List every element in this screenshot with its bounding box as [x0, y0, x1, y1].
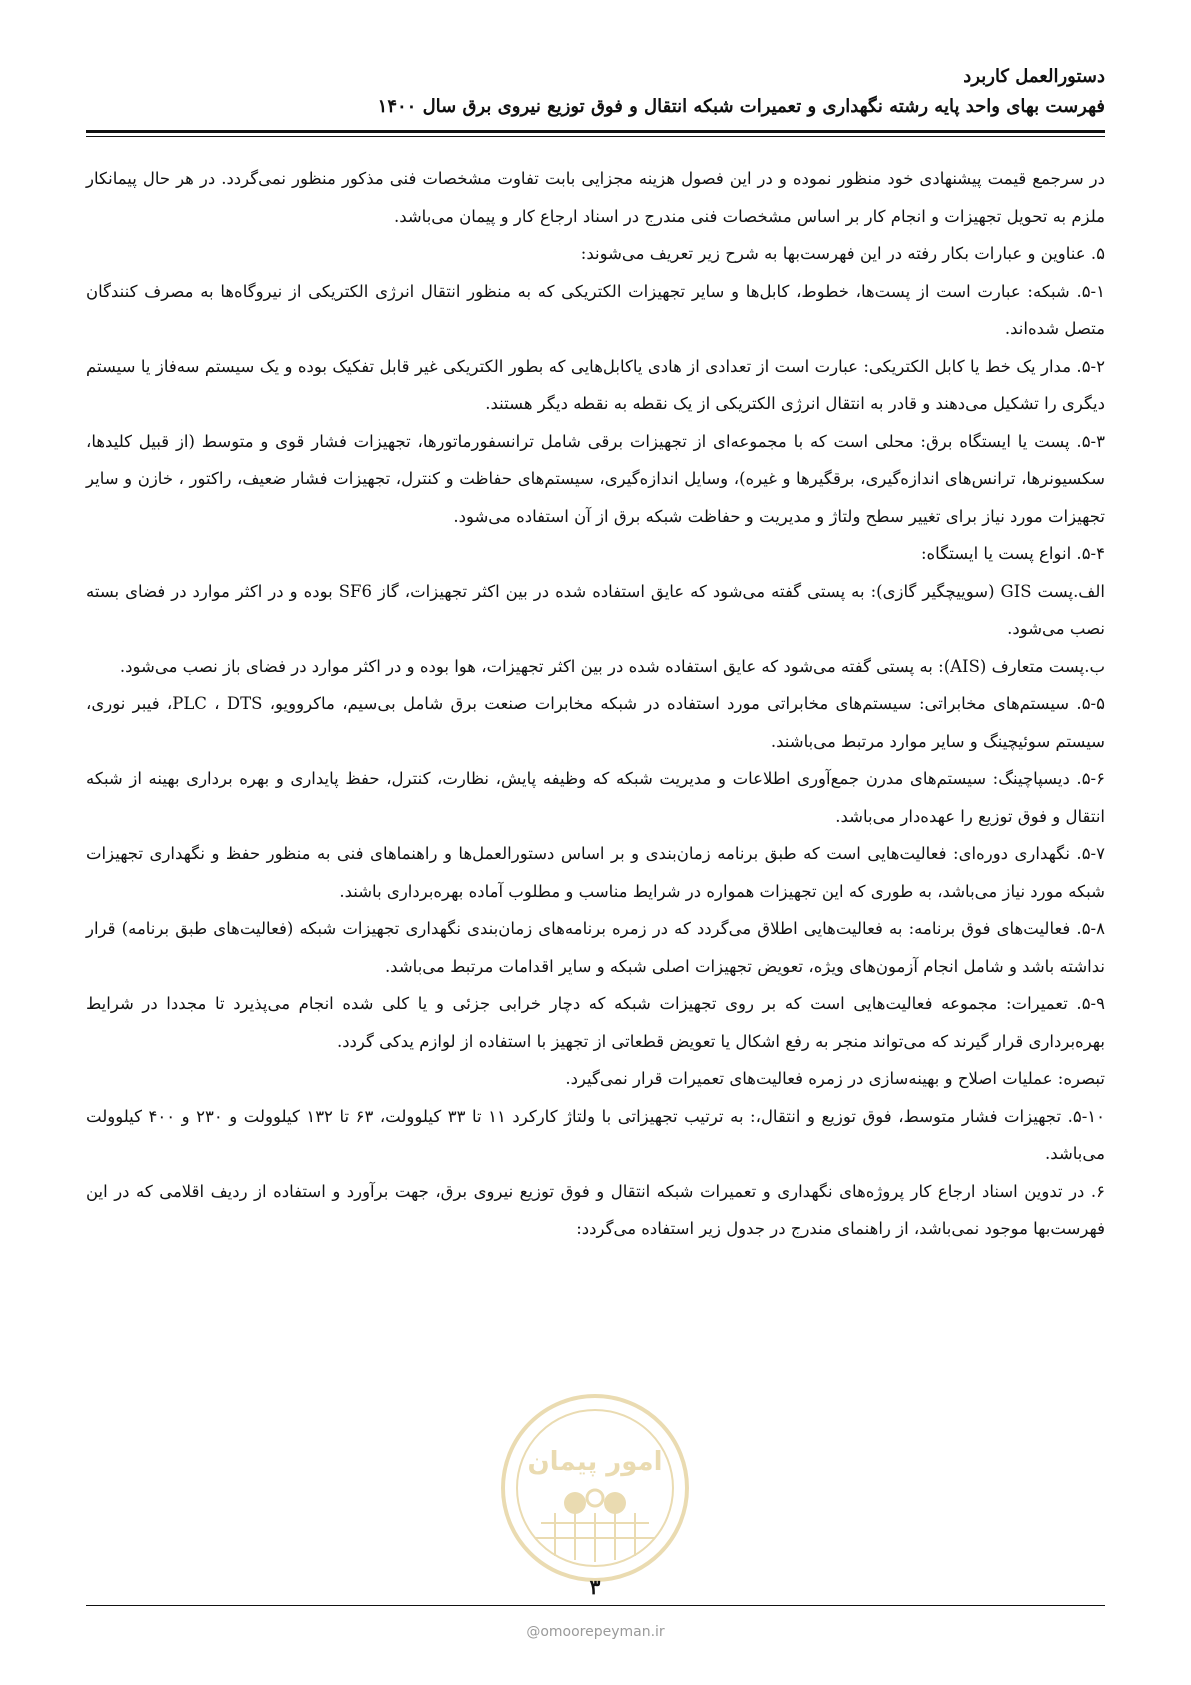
- footer-divider: [86, 1605, 1105, 1606]
- paragraph: ۵-۷. نگهداری دوره‌ای: فعالیت‌هایی است که طبق برنامه زمان‌بندی و بر اساس دستورالعمل‌ها و راهنماهای فنی به منظور حفظ و نگهداری تجهیزات شبکه مورد نیاز می‌باشد، به طوری که این تجهیزات همواره در شرایط مناسب و مطلوب آماده بهره‌برداری باشند.: [86, 844, 1105, 901]
- paragraph: ب.پست متعارف (AIS): به پستی گفته می‌شود که عایق استفاده شده در بین اکثر تجهیزات، هوا بوده و در اکثر موارد در فضای باز نصب می‌شود.: [119, 656, 1105, 676]
- document-title: دستورالعمل کاربرد: [963, 66, 1105, 87]
- paragraph: ۵-۴. انواع پست یا ایستگاه:: [920, 544, 1105, 563]
- paragraph: ۵-۹. تعمیرات: مجموعه فعالیت‌هایی است که بر روی تجهیزات شبکه که دچار خرابی جزئی و یا کلی شده انجام می‌پذیرد تا مجددا در شرایط بهره‌برداری قرار گیرند که می‌تواند منجر به رفع اشکال یا تعویض قطعاتی از تجهیز با استفاده از لوازم یدکی گردد.: [86, 994, 1105, 1051]
- paragraph: ۵-۸. فعالیت‌های فوق برنامه: به فعالیت‌هایی اطلاق می‌گردد که در زمره برنامه‌های زمان‌بندی نگهداری تجهیزات شبکه (فعالیت‌های طبق برنامه) قرار نداشته باشد و شامل انجام آزمون‌های ویژه، تعویض تجهیزات اصلی شبکه و سایر اقدامات مرتبط می‌باشد.: [86, 919, 1105, 976]
- paragraph: تبصره: عملیات اصلاح و بهینه‌سازی در زمره فعالیت‌های تعمیرات قرار نمی‌گیرد.: [565, 1069, 1105, 1088]
- header-divider-thin: [86, 136, 1105, 137]
- paragraph: الف.پست GIS (سوییچگیر گازی): به پستی گفته می‌شود که عایق استفاده شده در بین اکثر تجهیزات، گاز SF6 بوده و در اکثر موارد در فضای بسته نصب می‌شود.: [86, 581, 1106, 638]
- document-subtitle: فهرست بهای واحد پایه رشته نگهداری و تعمیرات شبکه انتقال و فوق توزیع نیروی برق سال ۱۴۰۰: [377, 96, 1105, 117]
- header-divider-thick: [86, 130, 1105, 133]
- paragraph: ۵-۱۰. تجهیزات فشار متوسط، فوق توزیع و انتقال،: به ترتیب تجهیزاتی با ولتاژ کارکرد ۱۱ تا ۳۳ کیلوولت، ۶۳ تا ۱۳۲ کیلوولت و ۲۳۰ و ۴۰۰ کیلوولت می‌باشد.: [86, 1106, 1105, 1163]
- watermark-text: امور پیمان: [527, 1447, 663, 1477]
- paragraph: ۵-۳. پست یا ایستگاه برق: محلی است که با مجموعه‌ای از تجهیزات برقی شامل ترانسفورماتورها، تجهیزات فشار قوی و متوسط (از قبیل کلیدها، سکسیونرها، ترانس‌های اندازه‌گیری، برقگیرها و غیره)، وسایل اندازه‌گیری، سیستم‌های حفاظت و کنترل، تجهیزات فشار ضعیف، راکتور ، خازن و سایر تجهیزات مورد نیاز برای تغییر سطح ولتاژ و مدیریت و حفاظت شبکه برق از آن استفاده می‌شود.: [86, 431, 1105, 526]
- body-text: [86, 160, 1105, 1248]
- paragraph: در سرجمع قیمت پیشنهادی خود منظور نموده و در این فصول هزینه مجزایی بابت تفاوت مشخصات فنی مذکور منظور نمی‌گردد. در هر حال پیمانکار ملزم به تحویل تجهیزات و انجام کار بر اساس مشخصات فنی مندرج در اسناد ارجاع کار و پیمان می‌باشد.: [86, 169, 1105, 226]
- paragraph: ۵-۲. مدار یک خط یا کابل الکتریکی: عبارت است از تعدادی از هادی یاکابل‌هایی که بطور الکتریکی غیر قابل تفکیک بوده و یک سیستم سه‌فاز یا سیستم دیگری را تشکیل می‌دهند و قادر به انتقال انرژی الکتریکی از یک نقطه به نقطه دیگر هستند.: [86, 356, 1105, 413]
- watermark-logo: [495, 1388, 695, 1588]
- paragraph: ۶. در تدوین اسناد ارجاع کار پروژه‌های نگهداری و تعمیرات شبکه انتقال و فوق توزیع نیروی برق، جهت برآورد و استفاده از ردیف اقلامی که در این فهرست‌بها موجود نمی‌باشد، از راهنمای مندرج در جدول زیر استفاده می‌گردد:: [86, 1181, 1105, 1238]
- paragraph: ۵-۱. شبکه: عبارت است از پست‌ها، خطوط، کابل‌ها و سایر تجهیزات الکتریکی که به منظور انتقال انرژی الکتریکی از نیروگاه‌ها به مصرف کنندگان متصل شده‌اند.: [86, 281, 1105, 338]
- footer-site-link[interactable]: @omoorepeyman.ir: [526, 1624, 665, 1640]
- paragraph: ۵-۵. سیستم‌های مخابراتی: سیستم‌های مخابراتی مورد استفاده در شبکه مخابرات صنعت برق شامل بی‌سیم، ماکروویو، PLC ، DTS، فیبر نوری، سیستم سوئیچینگ و سایر موارد مرتبط می‌باشند.: [86, 694, 1105, 751]
- page-header: [86, 62, 1105, 122]
- paragraph: ۵. عناوین و عبارات بکار رفته در این فهرست‌بها به شرح زیر تعریف می‌شوند:: [580, 244, 1105, 263]
- page-number: ۳: [589, 1575, 601, 1599]
- paragraph: ۵-۶. دیسپاچینگ: سیستم‌های مدرن جمع‌آوری اطلاعات و مدیریت شبکه که وظیفه پایش، نظارت، کنترل، حفظ پایداری و بهره برداری بهینه از شبکه انتقال و فوق توزیع را عهده‌دار می‌باشد.: [86, 769, 1105, 826]
